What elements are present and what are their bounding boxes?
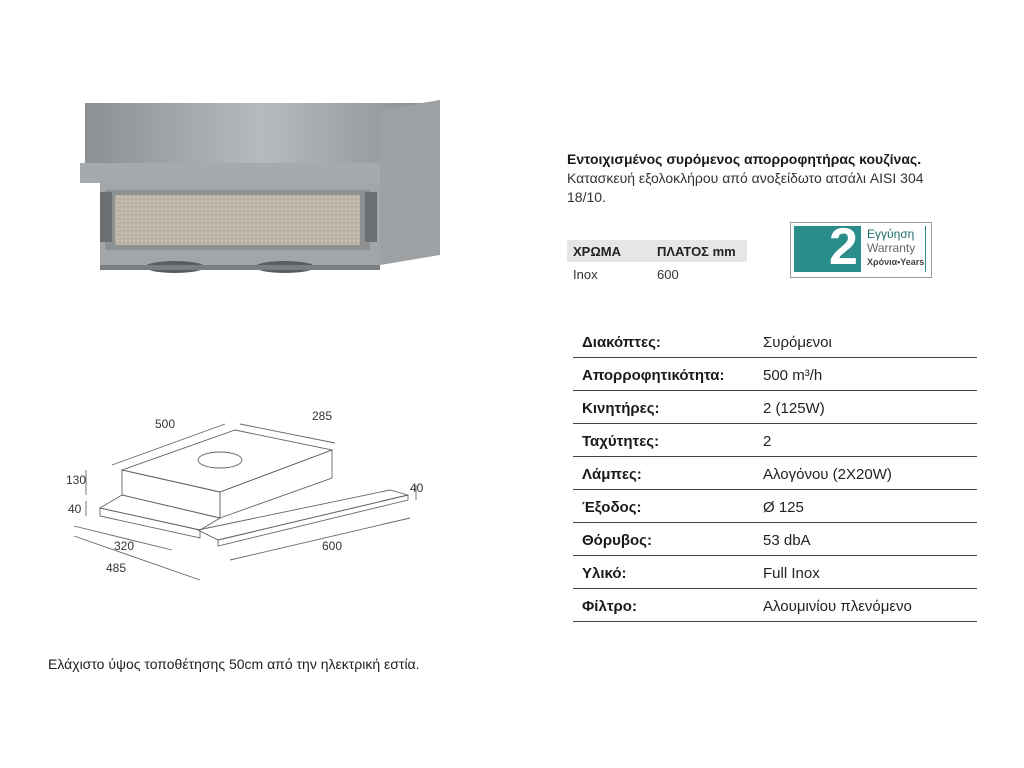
color-width-header xyxy=(567,240,747,262)
dim-320-label: 320 xyxy=(114,539,135,553)
spec-label: Κινητήρες: xyxy=(582,399,660,417)
spec-value: 53 dbA xyxy=(763,531,811,549)
color-width-table xyxy=(567,240,747,286)
spec-row-speeds xyxy=(573,426,977,457)
range-hood-photo xyxy=(60,95,460,285)
spec-row-outlet xyxy=(573,492,977,523)
dim-40-right-label: 40 xyxy=(410,481,424,495)
spec-label: Έξοδος: xyxy=(582,498,642,516)
color-value: Inox xyxy=(573,266,598,282)
dim-600-label: 600 xyxy=(322,539,343,553)
warranty-badge xyxy=(790,218,932,278)
dimension-diagram xyxy=(60,400,460,610)
width-header: ΠΛΑΤΟΣ mm xyxy=(657,243,736,259)
spec-label: Διακόπτες: xyxy=(582,333,661,351)
spec-row-lamps xyxy=(573,459,977,490)
warranty-greek: Εγγύηση xyxy=(867,227,915,241)
spec-label: Θόρυβος: xyxy=(582,531,652,549)
product-title: Εντοιχισμένος συρόμενος απορροφητήρας κουζίνας. xyxy=(567,151,922,167)
spec-value: Ø 125 xyxy=(763,498,804,516)
width-value: 600 xyxy=(657,266,679,282)
product-material-grade: 18/10. xyxy=(567,189,606,205)
warranty-english: Warranty xyxy=(867,241,916,255)
dim-500-label: 500 xyxy=(155,417,176,431)
dim-130-label: 130 xyxy=(66,473,87,487)
specs-table xyxy=(573,327,977,624)
spec-label: Υλικό: xyxy=(582,564,627,582)
color-width-row xyxy=(567,262,747,286)
spec-value: 2 (125W) xyxy=(763,399,825,417)
spec-label: Απορροφητικότητα: xyxy=(582,366,725,384)
warranty-years-label: Χρόνια•Years xyxy=(867,257,925,267)
spec-row-extraction xyxy=(573,360,977,391)
product-material-line: Κατασκευή εξολοκλήρου από ανοξείδωτο ατσάλι AISI 304 xyxy=(567,170,924,186)
dim-40-left-label: 40 xyxy=(68,502,82,516)
spec-row-material xyxy=(573,558,977,589)
installation-note: Ελάχιστο ύψος τοποθέτησης 50cm από την ηλεκτρική εστία. xyxy=(48,656,420,672)
spec-value: 500 m³/h xyxy=(763,366,823,384)
color-header: ΧΡΩΜΑ xyxy=(573,243,621,259)
spec-label: Λάμπες: xyxy=(582,465,642,483)
spec-row-motors xyxy=(573,393,977,424)
spec-row-switches xyxy=(573,327,977,358)
spec-label: Ταχύτητες: xyxy=(582,432,660,450)
spec-value: 2 xyxy=(763,432,772,450)
spec-row-filter xyxy=(573,591,977,622)
spec-label: Φίλτρο: xyxy=(582,597,637,615)
spec-row-noise xyxy=(573,525,977,556)
spec-value: Συρόμενοι xyxy=(763,333,832,351)
spec-value: Αλουμινίου πλενόμενο xyxy=(763,597,912,615)
spec-value: Αλογόνου (2Χ20W) xyxy=(763,465,892,483)
product-description xyxy=(567,150,987,207)
dim-485-label: 485 xyxy=(106,561,127,575)
spec-value: Full Inox xyxy=(763,564,820,582)
warranty-years-number: 2 xyxy=(829,218,858,276)
dim-285-label: 285 xyxy=(312,409,333,423)
